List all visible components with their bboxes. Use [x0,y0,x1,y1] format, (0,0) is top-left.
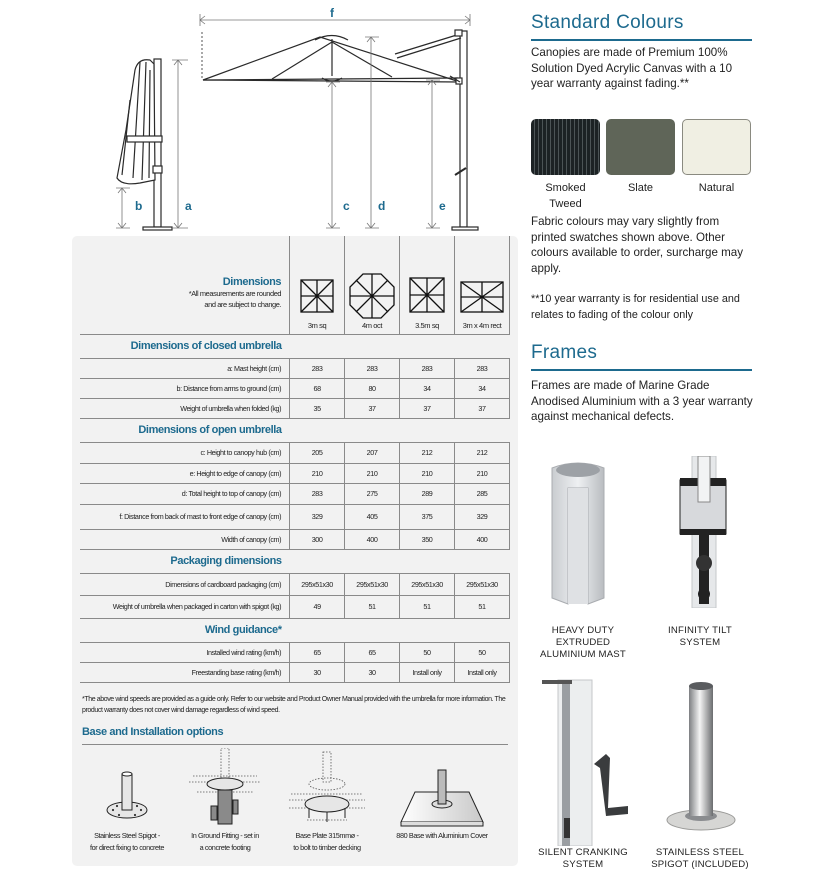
cell-value: 50 [400,642,455,662]
dim-label-e: e [439,199,446,213]
dim-label-c: c [343,199,350,213]
section-title: Dimensions of open umbrella [138,424,282,436]
divider [531,39,752,41]
cell-value: 65 [345,642,400,662]
cell-value: 30 [345,662,400,682]
dim-label-d: d [378,199,386,213]
caption-line: SYSTEM [679,637,721,648]
row-label: a: Mast height (cm) [80,358,290,378]
cell-value: 207 [345,442,400,463]
specifications-panel [72,236,518,866]
table-row [80,463,510,483]
cell-value: 295x51x30 [345,573,400,595]
row-label: c: Height to canopy hub (cm) [80,442,290,463]
cell-value: 51 [345,595,400,618]
swatch-slate [606,119,675,175]
dim-label-a: a [185,199,192,213]
row-label: b: Distance from arms to ground (cm) [80,378,290,398]
table-row [80,662,510,682]
feature-caption-spigot [645,847,755,871]
cell-value: 205 [290,442,345,463]
infinity-tilt-image [678,456,728,608]
model-name: 3m sq [307,320,327,330]
row-label: d: Total height to top of canopy (cm) [80,483,290,504]
table-row [80,504,510,529]
cell-value: 80 [345,378,400,398]
table-row [80,483,510,504]
base-caption-line1: 880 Base with Aluminium Cover [396,831,488,840]
measurement-note-line2: and are subject to change. [204,299,282,309]
table-row [80,642,510,662]
standard-colours-title: Standard Colours [531,12,684,33]
in-ground-fitting-icon [185,748,265,828]
row-label: e: Height to edge of canopy (cm) [80,463,290,483]
caption-line: SPIGOT (INCLUDED) [651,859,749,870]
base-caption-line2: for direct fixing to concrete [90,843,164,852]
base-option-in-ground [170,748,280,854]
model-header-3m-sq [290,236,345,334]
cell-value: 51 [454,595,509,618]
caption-line: STAINLESS STEEL [655,847,745,858]
table-row [80,573,510,595]
base-options-title: Base and Installation options [82,726,224,738]
base-option-spigot [72,748,182,854]
swatch-label-slate: Slate [627,182,654,194]
row-label: Weight of umbrella when packaged in carton with spigot (kg) [80,595,290,618]
cell-value: 210 [400,463,455,483]
swatch-smoked-tweed [531,119,600,175]
spigot-base-icon [87,748,167,828]
section-title: Packaging dimensions [170,555,282,567]
row-label: f: Distance from back of mast to front edge of canopy (cm) [80,504,290,529]
table-row [80,378,510,398]
cell-value: 50 [454,642,509,662]
section-header-closed [80,334,510,358]
warranty-note: **10 year warranty is for residential use and relates to fading of the colour only [531,293,740,321]
colours-note: Fabric colours may vary slightly from printed swatches shown above. Other colours available to order, surcharge may apply. [531,215,744,275]
cell-value: 37 [454,398,509,418]
table-header-label [80,236,290,334]
base-option-880-base [382,748,502,842]
base-caption-line1: Stainless Steel Spigot - [94,831,160,840]
cranking-system-image [540,678,635,846]
cell-value: 275 [345,483,400,504]
caption-line: ALUMINIUM MAST [540,649,626,660]
section-header-open [80,418,510,442]
swatch-natural [682,119,751,175]
cell-value: 400 [345,529,400,549]
cell-value: 283 [290,483,345,504]
caption-line: SILENT CRANKING [538,847,628,858]
cell-value: 210 [290,463,345,483]
model-header-4m-oct [345,236,400,334]
feature-caption-tilt [645,625,755,649]
cell-value: 210 [454,463,509,483]
feature-caption-cranking [528,847,638,871]
cell-value: 400 [454,529,509,549]
cell-value: 295x51x30 [290,573,345,595]
cell-value: 212 [454,442,509,463]
cell-value: 34 [454,378,509,398]
caption-line: SYSTEM [562,859,604,870]
cell-value: 375 [400,504,455,529]
model-name: 3m x 4m rect [462,320,502,330]
cell-value: 210 [345,463,400,483]
feature-caption-mast [528,625,638,661]
table-row [80,398,510,418]
cell-value: 65 [290,642,345,662]
table-row [80,595,510,618]
cell-value: 49 [290,595,345,618]
cell-value: 295x51x30 [454,573,509,595]
table-title: Dimensions [222,275,282,288]
base-caption-line2: a concrete footing [199,843,251,852]
cell-value: 329 [290,504,345,529]
caption-line: INFINITY TILT [668,625,732,636]
measurement-note-line1: *All measurements are rounded [188,288,282,298]
square-icon [409,277,445,313]
base-caption-line1: In Ground Fitting - set in [191,831,259,840]
row-label: Width of canopy (cm) [80,529,290,549]
cell-value: 350 [400,529,455,549]
cell-value: 289 [400,483,455,504]
table-row [80,529,510,549]
base-caption-line2: to bolt to timber decking [293,843,361,852]
model-name: 3.5m sq [415,320,439,330]
swatch-name-line2: Tweed [549,198,582,210]
caption-line: EXTRUDED [555,637,611,648]
cell-value: 283 [290,358,345,378]
cell-value: Install only [400,662,455,682]
model-header-3x4m-rect [454,236,509,334]
model-header-3-5m-sq [400,236,455,334]
colours-intro: Canopies are made of Premium 100% Solution Dyed Acrylic Canvas with a 10 year warranty against fading.** [531,46,733,90]
cell-value: 283 [454,358,509,378]
cell-value: 295x51x30 [400,573,455,595]
cell-value: 285 [454,483,509,504]
cell-value: 51 [400,595,455,618]
stainless-spigot-image [665,680,737,840]
880-base-icon [397,748,487,828]
section-header-packaging [80,549,510,573]
base-option-base-plate [272,748,382,854]
divider [82,744,508,745]
cell-value: 405 [345,504,400,529]
dim-label-f: f [330,6,334,20]
wind-footnote: *The above wind speeds are provided as a guide only. Refer to our website and Product Owner Manual provided with the umbrella for more information. The product warranty does not cover wind damage regardless of wind speed. [82,696,506,714]
swatch-label-natural: Natural [698,182,735,194]
open-mast [460,31,467,227]
cell-value: 68 [290,378,345,398]
swatch-name-line1: Smoked [545,182,586,194]
cell-value: 283 [345,358,400,378]
row-label: Dimensions of cardboard packaging (cm) [80,573,290,595]
cell-value: 329 [454,504,509,529]
model-name: 4m oct [361,320,383,330]
table-row [80,358,510,378]
umbrella-dimension-diagram [100,0,500,235]
cell-value: 300 [290,529,345,549]
section-header-wind [80,618,510,642]
dimensions-table [80,236,510,683]
cell-value: 283 [400,358,455,378]
caption-line: HEAVY DUTY [551,625,615,636]
octagon-icon [349,273,395,319]
cell-value: 30 [290,662,345,682]
section-title: Wind guidance* [204,624,282,636]
table-header-row [80,236,510,334]
frames-title: Frames [531,342,598,363]
frames-intro: Frames are made of Marine Grade Anodised Aluminium with a 3 year warranty against mechanical defects. [531,379,753,423]
aluminium-mast-image [548,458,608,608]
base-caption-line1: Base Plate 315mmø - [295,831,359,840]
base-plate-icon [287,748,367,828]
section-title: Dimensions of closed umbrella [130,340,282,352]
divider [531,369,752,371]
swatch-label-smoked-tweed [531,180,600,212]
cell-value: 35 [290,398,345,418]
row-label: Installed wind rating (km/h) [80,642,290,662]
row-label: Weight of umbrella when folded (kg) [80,398,290,418]
cell-value: Install only [454,662,509,682]
cell-value: 34 [400,378,455,398]
rectangle-icon [460,281,504,313]
table-row [80,442,510,463]
cell-value: 37 [345,398,400,418]
cell-value: 212 [400,442,455,463]
dim-label-b: b [135,199,143,213]
cell-value: 37 [400,398,455,418]
row-label: Freestanding base rating (km/h) [80,662,290,682]
square-icon [300,279,334,313]
